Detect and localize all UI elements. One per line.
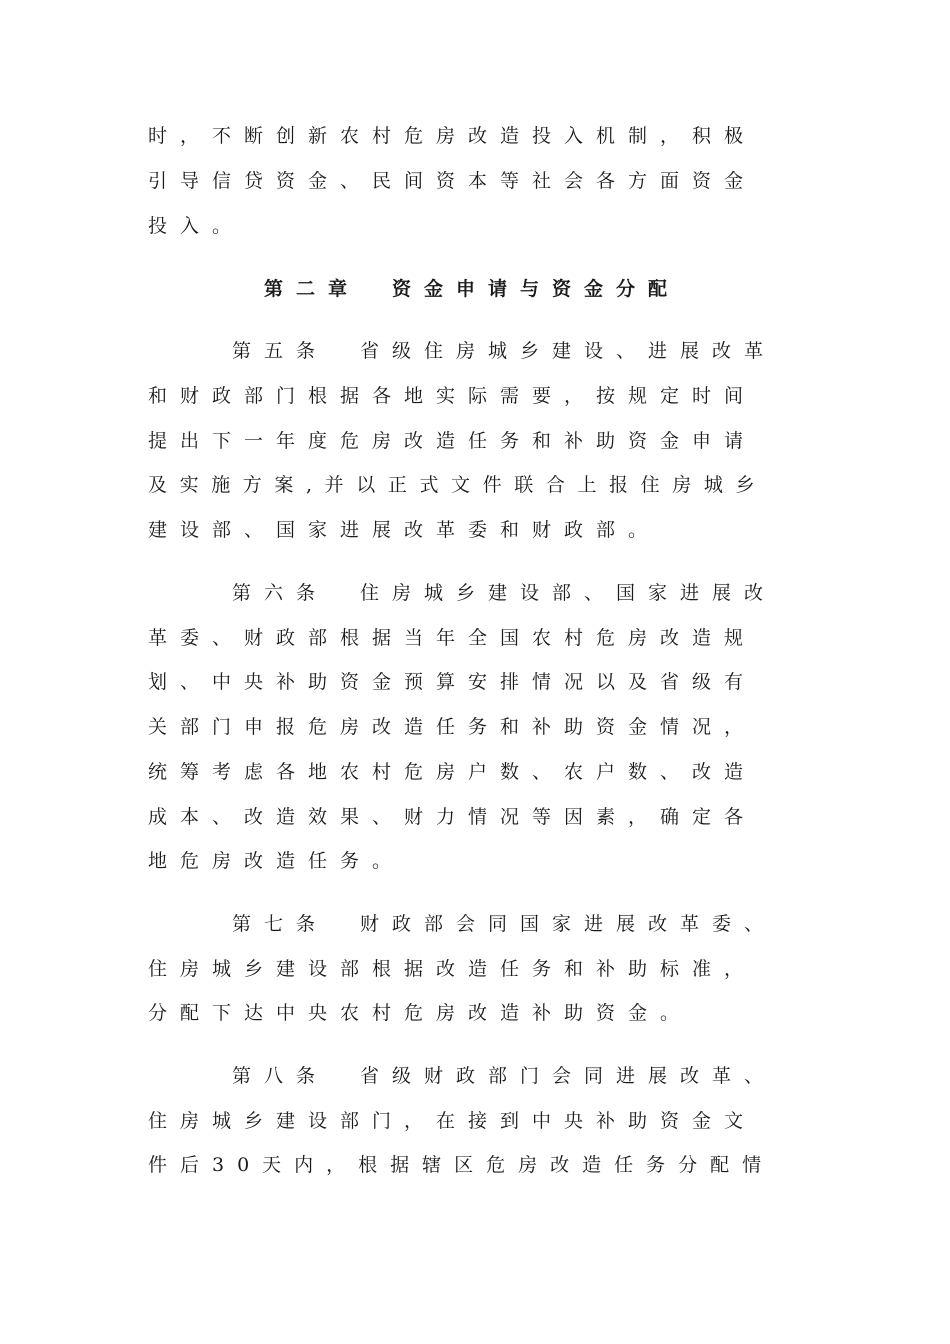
article5-line-4: 及实施方案,并以正式文件联合上报住房城乡 [148,474,768,496]
article7-line-1: 第七条 财政部会同国家进展改革委、 [232,913,777,935]
article6-line-4: 关部门申报危房改造任务和补助资金情况， [148,716,757,738]
article6-line-2: 革委、财政部根据当年全国农村危房改造规 [148,627,757,649]
article5-line-5: 建设部、国家进展改革委和财政部。 [148,519,661,541]
article7-line-2: 住房城乡建设部根据改造任务和补助标准， [148,958,757,980]
article5-line-2: 和财政部门根据各地实际需要，按规定时间 [148,385,757,407]
article6-line-1: 第六条 住房城乡建设部、国家进展改 [232,582,777,604]
article5-line-1: 第五条 省级住房城乡建设、进展改革 [232,340,777,362]
article8-line-1: 第八条 省级财政部门会同进展改革、 [232,1065,777,1087]
article6-line-3: 划、中央补助资金预算安排情况以及省级有 [148,671,757,693]
article6-line-5: 统筹考虑各地农村危房户数、农户数、改造 [148,761,757,783]
intro-line-2: 引导信贷资金、民间资本等社会各方面资金 [148,170,757,192]
intro-line-1: 时，不断创新农村危房改造投入机制，积极 [148,125,757,147]
article8-line-2: 住房城乡建设部门，在接到中央补助资金文 [148,1110,757,1132]
intro-line-3: 投入。 [148,215,245,237]
article8-line-3: 件后30天内，根据辖区危房改造任务分配情 [148,1154,775,1176]
chapter-heading: 第二章 资金申请与资金分配 [264,278,681,300]
article6-line-6: 成本、改造效果、财力情况等因素，确定各 [148,806,757,828]
article5-line-3: 提出下一年度危房改造任务和补助资金申请 [148,430,757,452]
article7-line-3: 分配下达中央农村危房改造补助资金。 [148,1002,693,1024]
article6-line-7: 地危房改造任务。 [148,850,405,872]
